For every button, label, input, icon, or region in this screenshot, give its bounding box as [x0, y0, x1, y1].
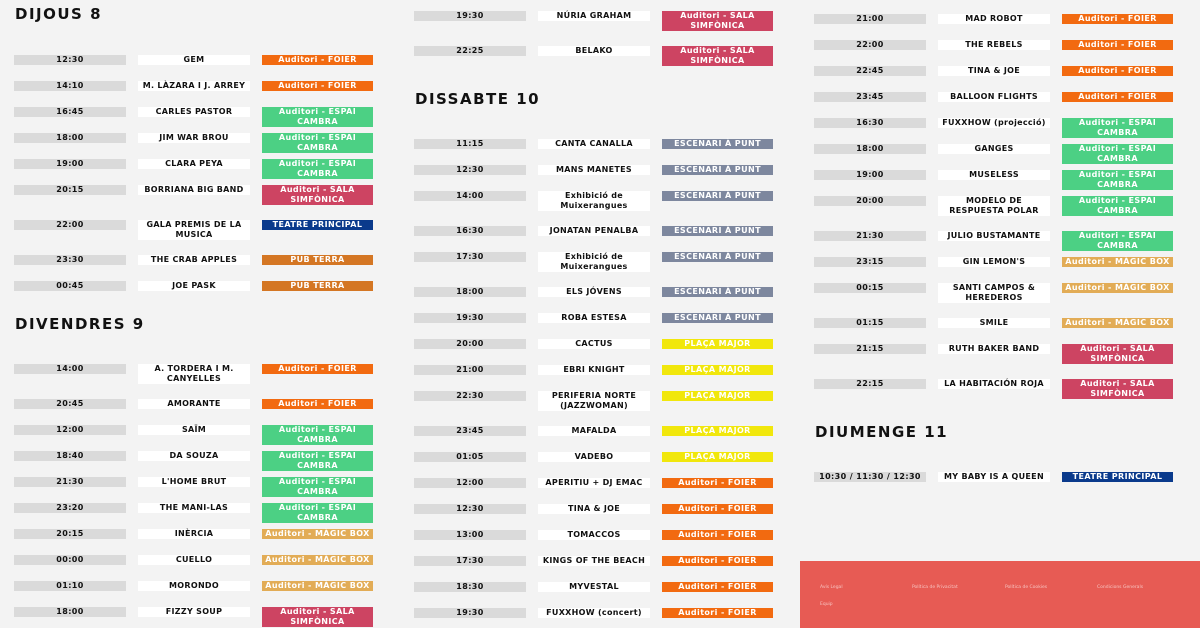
event-venue-badge[interactable]: ESCENARI À PUNT: [662, 287, 773, 297]
event-time: 20:15: [14, 185, 126, 195]
event-time: 23:45: [414, 426, 526, 436]
event-artist[interactable]: SAÏM: [138, 425, 250, 435]
event-venue-badge[interactable]: Auditori - ESPAI CAMBRA: [1062, 118, 1173, 138]
footer-link-equip[interactable]: Equip: [820, 602, 833, 607]
event-row[interactable]: [414, 608, 774, 628]
event-artist[interactable]: ELS JÓVENS: [538, 287, 650, 297]
event-time: 01:15: [814, 318, 926, 328]
event-artist[interactable]: FUXXHOW (concert): [538, 608, 650, 618]
event-venue-badge[interactable]: Auditori - FOIER: [1062, 66, 1173, 76]
event-venue-badge[interactable]: Auditori - MÀGIC BOX: [262, 581, 373, 591]
event-venue-badge[interactable]: Auditori - MÀGIC BOX: [1062, 318, 1173, 328]
event-venue-badge[interactable]: Auditori - ESPAI CAMBRA: [262, 503, 373, 523]
event-artist[interactable]: CANTA CANALLA: [538, 139, 650, 149]
event-row[interactable]: [14, 220, 374, 250]
event-venue-badge[interactable]: Auditori - FOIER: [662, 608, 773, 618]
event-venue-badge[interactable]: Auditori - ESPAI CAMBRA: [262, 425, 373, 445]
event-venue-badge[interactable]: Auditori - SALA SIMFÒNICA: [662, 11, 773, 31]
event-row[interactable]: [14, 364, 374, 394]
event-artist[interactable]: CUELLO: [138, 555, 250, 565]
event-time: 00:45: [14, 281, 126, 291]
event-artist[interactable]: MUSELESS: [938, 170, 1050, 180]
event-time: 16:45: [14, 107, 126, 117]
event-time: 21:30: [814, 231, 926, 241]
event-venue-badge[interactable]: Auditori - MÀGIC BOX: [1062, 257, 1173, 267]
event-time: 01:05: [414, 452, 526, 462]
event-time: 23:15: [814, 257, 926, 267]
day-title-dijous: DIJOUS 8: [15, 5, 103, 23]
event-artist[interactable]: GIN LEMON'S: [938, 257, 1050, 267]
event-time: 00:15: [814, 283, 926, 293]
event-venue-badge[interactable]: PLAÇA MAJOR: [662, 452, 773, 462]
event-venue-badge[interactable]: Auditori - MÀGIC BOX: [262, 555, 373, 565]
event-artist[interactable]: CARLES PASTOR: [138, 107, 250, 117]
event-time: 19:30: [414, 608, 526, 618]
event-time: 18:00: [14, 607, 126, 617]
event-venue-badge[interactable]: Auditori - ESPAI CAMBRA: [262, 451, 373, 471]
event-venue-badge[interactable]: ESCENARI À PUNT: [662, 139, 773, 149]
event-time: 17:30: [414, 252, 526, 262]
event-artist[interactable]: ROBA ESTESA: [538, 313, 650, 323]
event-venue-badge[interactable]: Auditori - ESPAI CAMBRA: [262, 159, 373, 179]
event-time: 22:15: [814, 379, 926, 389]
event-artist[interactable]: TINA & JOE: [938, 66, 1050, 76]
event-venue-badge[interactable]: Auditori - ESPAI CAMBRA: [1062, 170, 1173, 190]
event-row[interactable]: [414, 191, 774, 221]
event-time: 10:30 / 11:30 / 12:30: [814, 472, 926, 482]
event-venue-badge[interactable]: Auditori - SALA SIMFÒNICA: [662, 46, 773, 66]
event-venue-badge[interactable]: ESCENARI À PUNT: [662, 313, 773, 323]
event-venue-badge[interactable]: Auditori - FOIER: [1062, 92, 1173, 102]
event-time: 17:30: [414, 556, 526, 566]
event-time: 20:00: [414, 339, 526, 349]
event-time: 16:30: [414, 226, 526, 236]
event-time: 23:20: [14, 503, 126, 513]
event-time: 18:00: [14, 133, 126, 143]
event-venue-badge[interactable]: Auditori - FOIER: [662, 582, 773, 592]
event-artist[interactable]: AMORANTE: [138, 399, 250, 409]
event-row[interactable]: [414, 46, 774, 76]
event-venue-badge[interactable]: Auditori - FOIER: [662, 530, 773, 540]
event-time: 18:40: [14, 451, 126, 461]
event-venue-badge[interactable]: TEATRE PRINCIPAL: [1062, 472, 1173, 482]
event-artist[interactable]: GANGES: [938, 144, 1050, 154]
event-venue-badge[interactable]: PUB TERRA: [262, 281, 373, 291]
event-venue-badge[interactable]: Auditori - MÀGIC BOX: [1062, 283, 1173, 293]
event-row[interactable]: [14, 185, 374, 215]
event-time: 21:00: [414, 365, 526, 375]
event-venue-badge[interactable]: PLAÇA MAJOR: [662, 391, 773, 401]
event-venue-badge[interactable]: ESCENARI À PUNT: [662, 226, 773, 236]
event-venue-badge[interactable]: Auditori - ESPAI CAMBRA: [1062, 144, 1173, 164]
event-venue-badge[interactable]: PLAÇA MAJOR: [662, 426, 773, 436]
event-venue-badge[interactable]: Auditori - FOIER: [262, 399, 373, 409]
event-time: 21:15: [814, 344, 926, 354]
event-row[interactable]: [414, 391, 774, 421]
event-artist[interactable]: KINGS OF THE BEACH: [538, 556, 650, 566]
event-venue-badge[interactable]: Auditori - FOIER: [262, 81, 373, 91]
event-artist[interactable]: INÈRCIA: [138, 529, 250, 539]
event-venue-badge[interactable]: Auditori - FOIER: [1062, 40, 1173, 50]
event-artist[interactable]: MY BABY IS A QUEEN: [938, 472, 1050, 482]
footer-link-avis-legal[interactable]: Avís Legal: [820, 585, 843, 590]
event-artist[interactable]: LA HABITACIÓN ROJA: [938, 379, 1050, 389]
event-artist[interactable]: MANS MANETES: [538, 165, 650, 175]
event-artist[interactable]: JIM WAR BROU: [138, 133, 250, 143]
event-artist[interactable]: NÚRIA GRAHAM: [538, 11, 650, 21]
event-venue-badge[interactable]: Auditori - FOIER: [662, 478, 773, 488]
event-venue-badge[interactable]: Auditori - SALA SIMFÒNICA: [262, 607, 373, 627]
event-time: 19:00: [814, 170, 926, 180]
event-artist[interactable]: GEM: [138, 55, 250, 65]
event-time: 11:15: [414, 139, 526, 149]
event-artist[interactable]: SANTI CAMPOS & HEREDEROS: [938, 283, 1050, 303]
event-artist[interactable]: FIZZY SOUP: [138, 607, 250, 617]
event-row[interactable]: [814, 344, 1174, 374]
event-artist[interactable]: JOE PASK: [138, 281, 250, 291]
event-artist[interactable]: MYVESTAL: [538, 582, 650, 592]
event-time: 12:30: [414, 165, 526, 175]
event-time: 18:30: [414, 582, 526, 592]
event-artist[interactable]: VADEBO: [538, 452, 650, 462]
event-artist[interactable]: TINA & JOE: [538, 504, 650, 514]
event-venue-badge[interactable]: Auditori - FOIER: [262, 364, 373, 374]
event-venue-badge[interactable]: PLAÇA MAJOR: [662, 339, 773, 349]
blank-panel: [800, 514, 1200, 561]
event-artist[interactable]: THE REBELS: [938, 40, 1050, 50]
event-artist[interactable]: DA SOUZA: [138, 451, 250, 461]
event-time: 22:30: [414, 391, 526, 401]
footer-link-privacitat[interactable]: Política de Privacitat: [912, 585, 958, 590]
event-artist[interactable]: TOMACCOS: [538, 530, 650, 540]
event-artist[interactable]: EBRI KNIGHT: [538, 365, 650, 375]
event-venue-badge[interactable]: ESCENARI À PUNT: [662, 252, 773, 262]
event-time: 13:00: [414, 530, 526, 540]
event-time: 16:30: [814, 118, 926, 128]
event-artist[interactable]: L'HOME BRUT: [138, 477, 250, 487]
event-row[interactable]: [814, 472, 1174, 502]
event-time: 21:30: [14, 477, 126, 487]
event-time: 19:00: [14, 159, 126, 169]
event-artist[interactable]: Exhibició de Muixerangues: [538, 191, 650, 211]
event-venue-badge[interactable]: Auditori - FOIER: [662, 556, 773, 566]
event-time: 00:00: [14, 555, 126, 565]
event-row[interactable]: [814, 379, 1174, 409]
event-artist[interactable]: THE MANI-LAS: [138, 503, 250, 513]
event-time: 12:30: [14, 55, 126, 65]
event-venue-badge[interactable]: Auditori - SALA SIMFÒNICA: [1062, 344, 1173, 364]
event-artist[interactable]: THE CRAB APPLES: [138, 255, 250, 265]
event-artist[interactable]: BALLOON FLIGHTS: [938, 92, 1050, 102]
event-venue-badge[interactable]: PUB TERRA: [262, 255, 373, 265]
event-time: 22:00: [14, 220, 126, 230]
event-venue-badge[interactable]: Auditori - FOIER: [662, 504, 773, 514]
event-artist[interactable]: MORONDO: [138, 581, 250, 591]
event-artist[interactable]: MAFALDA: [538, 426, 650, 436]
event-venue-badge[interactable]: Auditori - ESPAI CAMBRA: [262, 133, 373, 153]
event-time: 12:30: [414, 504, 526, 514]
event-artist[interactable]: Exhibició de Muixerangues: [538, 252, 650, 272]
event-artist[interactable]: JULIO BUSTAMANTE: [938, 231, 1050, 241]
event-time: 01:10: [14, 581, 126, 591]
event-artist[interactable]: MAD ROBOT: [938, 14, 1050, 24]
event-time: 14:10: [14, 81, 126, 91]
event-venue-badge[interactable]: Auditori - ESPAI CAMBRA: [1062, 231, 1173, 251]
event-time: 20:15: [14, 529, 126, 539]
event-venue-badge[interactable]: Auditori - FOIER: [1062, 14, 1173, 24]
event-venue-badge[interactable]: Auditori - MÀGIC BOX: [262, 529, 373, 539]
event-row[interactable]: [14, 607, 374, 628]
event-artist[interactable]: CLARA PEYA: [138, 159, 250, 169]
event-artist[interactable]: BELAKO: [538, 46, 650, 56]
event-row[interactable]: [814, 196, 1174, 226]
event-row[interactable]: [814, 283, 1174, 313]
event-venue-badge[interactable]: ESCENARI À PUNT: [662, 165, 773, 175]
event-time: 19:30: [414, 313, 526, 323]
event-row[interactable]: [414, 252, 774, 282]
event-venue-badge[interactable]: Auditori - FOIER: [262, 55, 373, 65]
event-row[interactable]: [414, 11, 774, 41]
event-time: 22:00: [814, 40, 926, 50]
event-time: 14:00: [14, 364, 126, 374]
event-artist[interactable]: M. LÀZARA I J. ARREY: [138, 81, 250, 91]
event-artist[interactable]: FUXXHOW (projecció): [938, 118, 1050, 128]
event-venue-badge[interactable]: Auditori - SALA SIMFÒNICA: [1062, 379, 1173, 399]
event-time: 22:45: [814, 66, 926, 76]
event-time: 23:45: [814, 92, 926, 102]
event-time: 19:30: [414, 11, 526, 21]
event-artist[interactable]: GALA PREMIS DE LA MUSICA: [138, 220, 250, 240]
event-venue-badge[interactable]: Auditori - ESPAI CAMBRA: [262, 107, 373, 127]
event-time: 22:25: [414, 46, 526, 56]
event-artist[interactable]: BORRIANA BIG BAND: [138, 185, 250, 195]
event-artist[interactable]: CACTUS: [538, 339, 650, 349]
event-venue-badge[interactable]: TEATRE PRINCIPAL: [262, 220, 373, 230]
event-time: 18:00: [814, 144, 926, 154]
event-artist[interactable]: JONATAN PENALBA: [538, 226, 650, 236]
event-venue-badge[interactable]: Auditori - ESPAI CAMBRA: [262, 477, 373, 497]
event-time: 20:00: [814, 196, 926, 206]
event-venue-badge[interactable]: ESCENARI À PUNT: [662, 191, 773, 201]
event-artist[interactable]: PERIFERIA NORTE (JAZZWOMAN): [538, 391, 650, 411]
day-title-diumenge: DIUMENGE 11: [815, 423, 949, 441]
event-artist[interactable]: SMILE: [938, 318, 1050, 328]
day-title-dissabte: DISSABTE 10: [415, 90, 541, 108]
event-time: 18:00: [414, 287, 526, 297]
event-venue-badge[interactable]: PLAÇA MAJOR: [662, 365, 773, 375]
footer-link-cookies[interactable]: Política de Cookies: [1005, 585, 1048, 590]
event-time: 23:30: [14, 255, 126, 265]
event-time: 12:00: [14, 425, 126, 435]
event-artist[interactable]: RUTH BAKER BAND: [938, 344, 1050, 354]
event-artist[interactable]: A. TORDERA I M. CANYELLES: [138, 364, 250, 384]
footer: [800, 561, 1200, 628]
day-title-divendres: DIVENDRES 9: [15, 315, 145, 333]
event-venue-badge[interactable]: Auditori - SALA SIMFÒNICA: [262, 185, 373, 205]
event-artist[interactable]: MODELO DE RESPUESTA POLAR: [938, 196, 1050, 216]
event-time: 20:45: [14, 399, 126, 409]
event-time: 21:00: [814, 14, 926, 24]
event-time: 12:00: [414, 478, 526, 488]
event-artist[interactable]: APERITIU + DJ EMAC: [538, 478, 650, 488]
event-venue-badge[interactable]: Auditori - ESPAI CAMBRA: [1062, 196, 1173, 216]
footer-link-condicions[interactable]: Condicions Generals: [1097, 585, 1144, 590]
event-time: 14:00: [414, 191, 526, 201]
event-row[interactable]: [14, 281, 374, 311]
